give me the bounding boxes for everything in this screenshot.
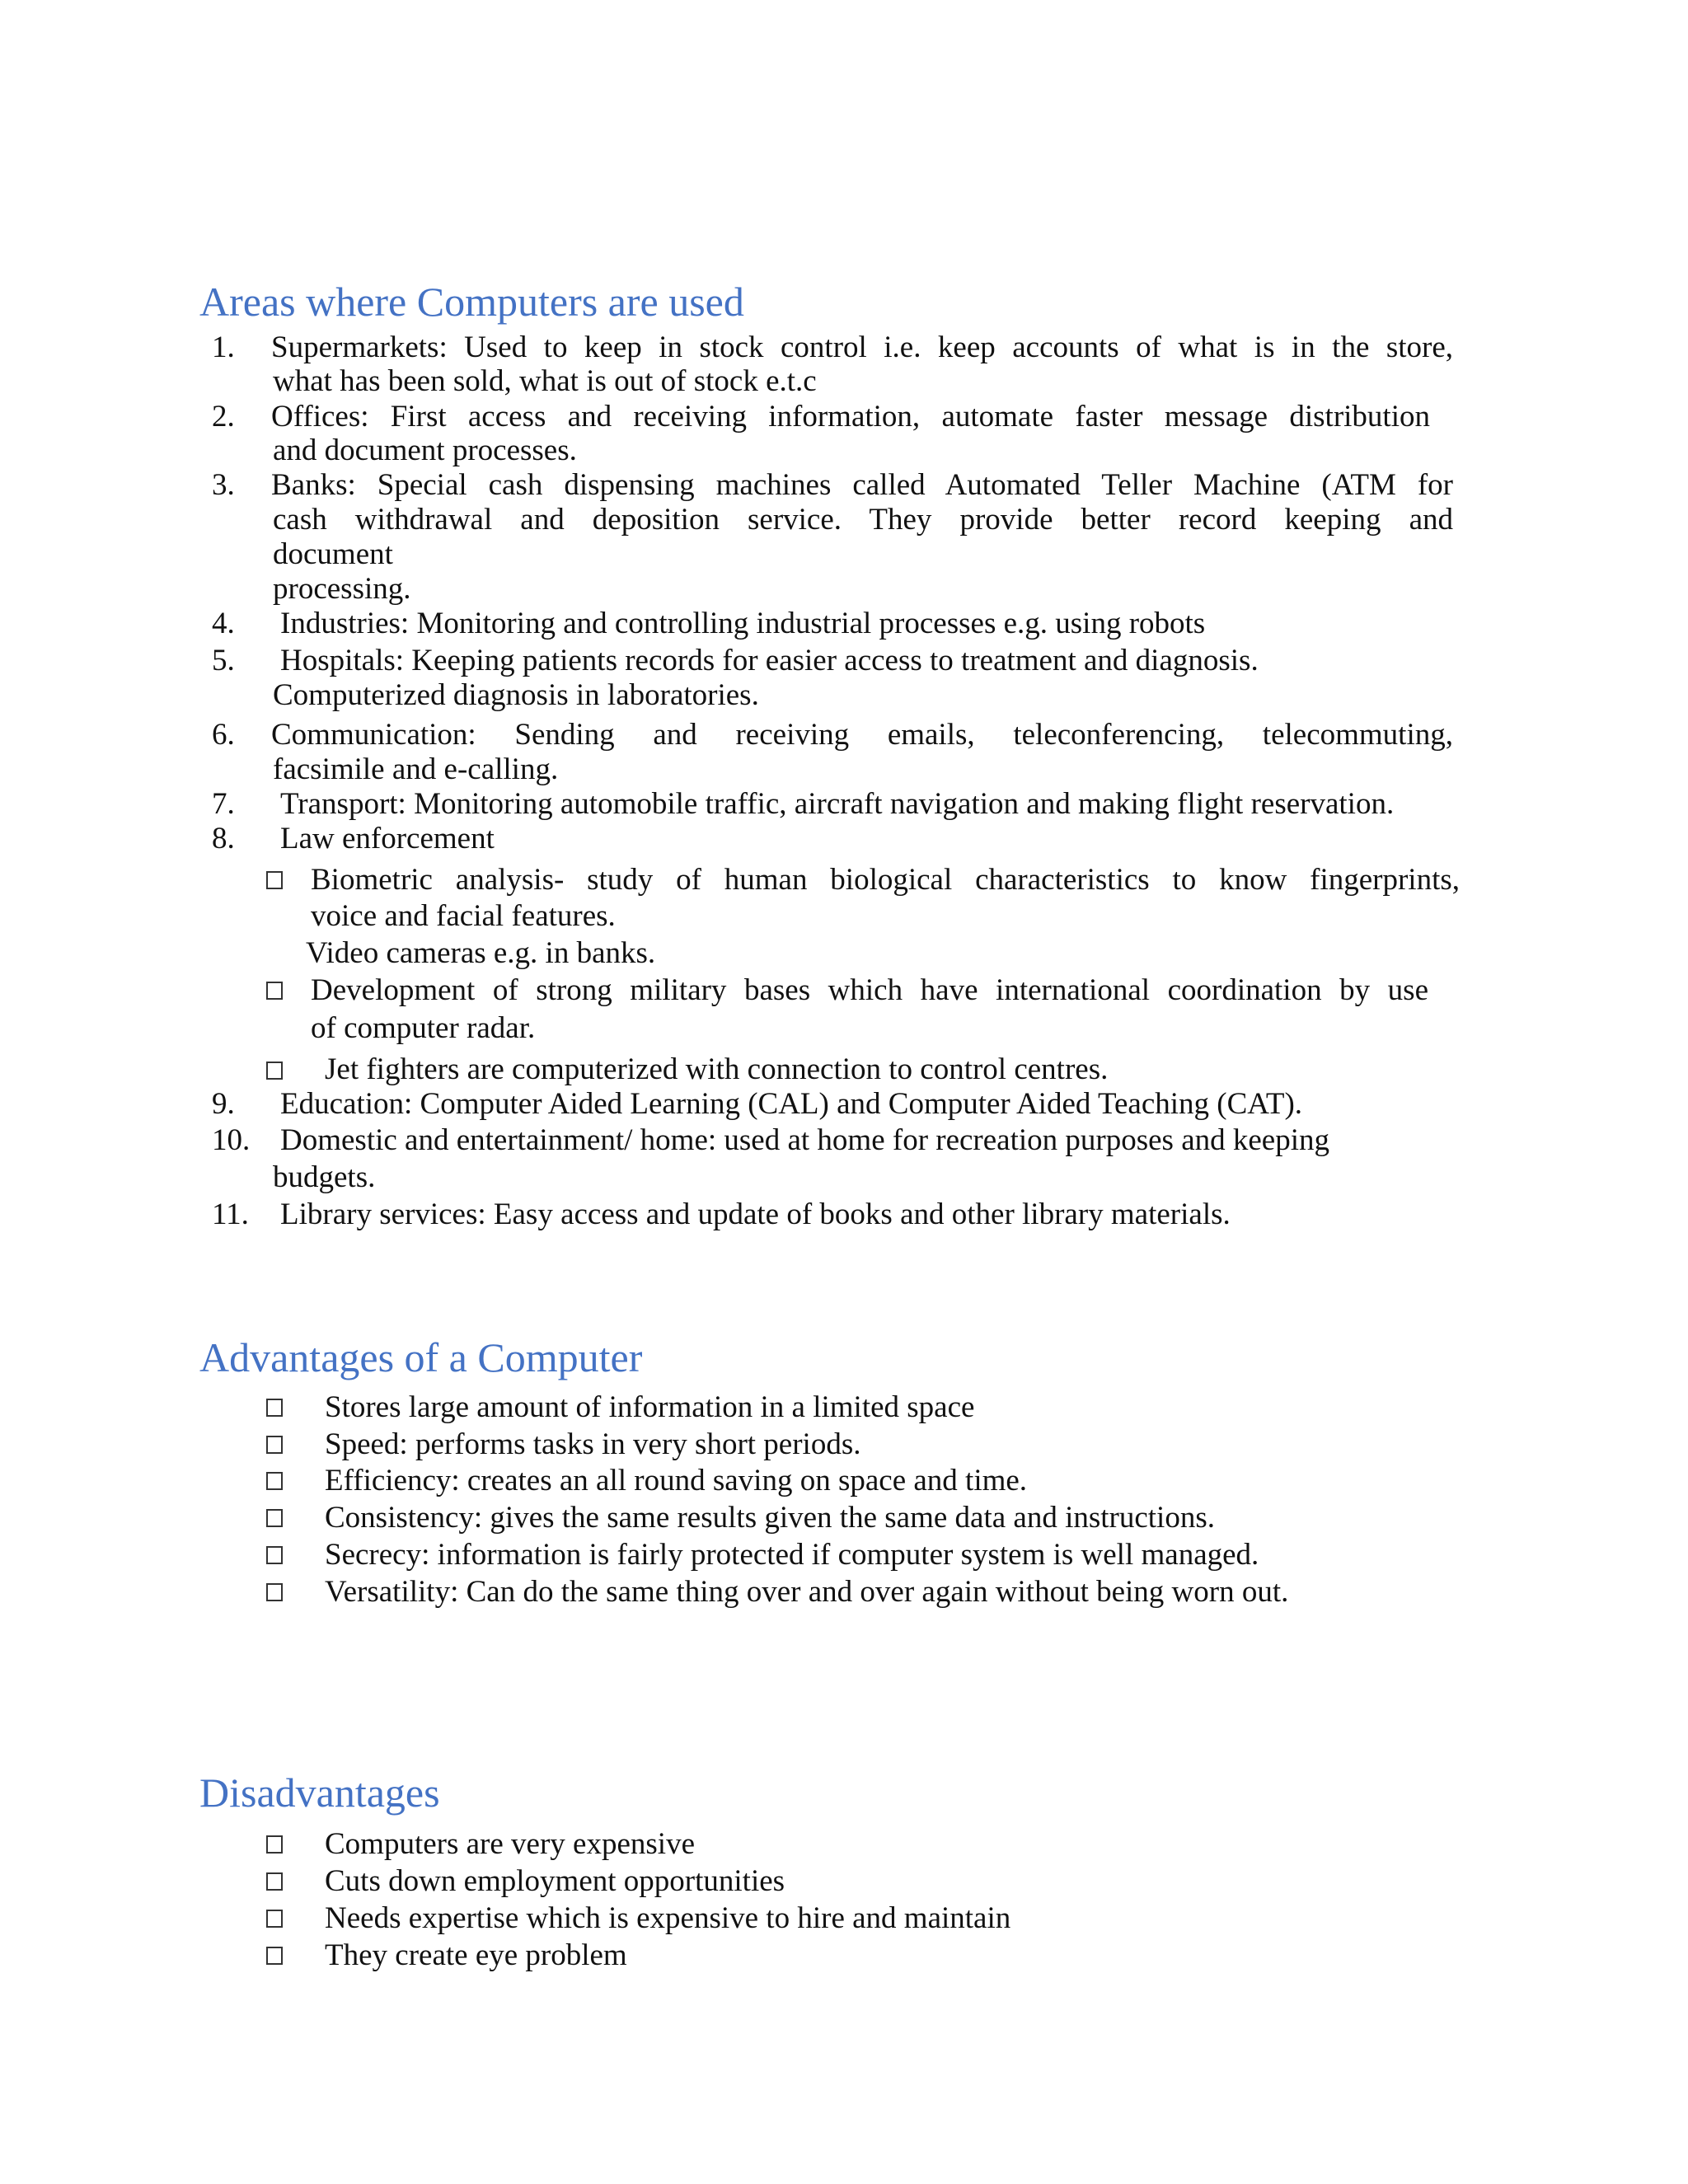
list-number: 7.: [212, 787, 235, 821]
list-item-text: Hospitals: Keeping patients records for easier access to treatment and diagnosis.: [280, 644, 1259, 677]
bullet-box-icon: [266, 871, 283, 889]
list-item-text: Consistency: gives the same results given the same data and instructions.: [325, 1501, 1215, 1535]
list-item-text: Communication: Sending and receiving emails, teleconferencing, telecommuting,: [271, 718, 1453, 752]
list-item-text: Supermarkets: Used to keep in stock control i.e. keep accounts of what is in the store,: [271, 330, 1453, 364]
advantages-heading: Advantages of a Computer: [199, 1334, 643, 1380]
list-number: 3.: [212, 468, 235, 502]
bullet-box-icon: [266, 1509, 283, 1527]
sub-bullet-text: of computer radar.: [311, 1011, 536, 1045]
list-item-text: Domestic and entertainment/ home: used at home for recreation purposes and keeping: [280, 1123, 1329, 1157]
list-item-text: Versatility: Can do the same thing over and over again without being worn out.: [325, 1575, 1289, 1609]
list-item-text: Transport: Monitoring automobile traffic, aircraft navigation and making flight reservation.: [280, 787, 1395, 821]
list-number: 5.: [212, 644, 235, 677]
bullet-box-icon: [266, 982, 283, 1000]
list-item-text: Cuts down employment opportunities: [325, 1864, 785, 1898]
bullet-box-icon: [266, 1583, 283, 1601]
bullet-box-icon: [266, 1835, 283, 1854]
bullet-box-icon: [266, 1910, 283, 1928]
list-item-text: Library services: Easy access and update of books and other library materials.: [280, 1197, 1231, 1231]
list-item-text: what has been sold, what is out of stock e.t.c: [273, 364, 817, 398]
list-item-text: They create eye problem: [325, 1938, 627, 1972]
list-item-text: Law enforcement: [280, 822, 495, 855]
sub-bullet-text: Development of strong military bases which have international coordination by use: [311, 973, 1428, 1007]
sub-bullet-text: Biometric analysis- study of human biological characteristics to know fingerprints,: [311, 863, 1460, 897]
list-item-text: document: [273, 537, 393, 571]
disadvantages-heading: Disadvantages: [199, 1769, 440, 1816]
list-number: 8.: [212, 822, 235, 855]
list-item-text: Offices: First access and receiving information, automate faster message distribution: [271, 400, 1430, 434]
list-number: 1.: [212, 330, 235, 364]
list-item-text: Education: Computer Aided Learning (CAL) and Computer Aided Teaching (CAT).: [280, 1087, 1303, 1121]
list-item-text: Needs expertise which is expensive to hire and maintain: [325, 1901, 1011, 1935]
list-item-text: processing.: [273, 572, 411, 606]
list-item-text: budgets.: [273, 1160, 376, 1194]
list-number: 9.: [212, 1087, 235, 1121]
list-number: 6.: [212, 718, 235, 752]
bullet-box-icon: [266, 1472, 283, 1490]
bullet-box-icon: [266, 1436, 283, 1454]
bullet-box-icon: [266, 1062, 283, 1080]
list-item-text: and document processes.: [273, 434, 577, 467]
list-item-text: Secrecy: information is fairly protected if computer system is well managed.: [325, 1538, 1259, 1572]
bullet-box-icon: [266, 1872, 283, 1891]
sub-bullet-text: Jet fighters are computerized with connection to control centres.: [325, 1052, 1109, 1086]
sub-bullet-text: Video cameras e.g. in banks.: [306, 936, 656, 970]
list-item-text: Computerized diagnosis in laboratories.: [273, 678, 759, 712]
list-number: 2.: [212, 400, 235, 434]
list-item-text: Stores large amount of information in a limited space: [325, 1390, 975, 1424]
areas-heading: Areas where Computers are used: [199, 279, 744, 325]
list-item-text: cash withdrawal and deposition service. They provide better record keeping and: [273, 503, 1453, 537]
list-number: 11.: [212, 1197, 249, 1231]
list-item-text: Industries: Monitoring and controlling industrial processes e.g. using robots: [280, 607, 1206, 640]
list-item-text: Banks: Special cash dispensing machines called Automated Teller Machine (ATM for: [271, 468, 1453, 502]
list-item-text: Computers are very expensive: [325, 1827, 695, 1861]
bullet-box-icon: [266, 1399, 283, 1417]
bullet-box-icon: [266, 1947, 283, 1965]
list-item-text: facsimile and e-calling.: [273, 752, 559, 786]
list-item-text: Efficiency: creates an all round saving on space and time.: [325, 1464, 1028, 1497]
list-number: 4.: [212, 607, 235, 640]
list-number: 10.: [212, 1123, 251, 1157]
bullet-box-icon: [266, 1546, 283, 1564]
sub-bullet-text: voice and facial features.: [311, 899, 616, 933]
list-item-text: Speed: performs tasks in very short periods.: [325, 1427, 861, 1461]
